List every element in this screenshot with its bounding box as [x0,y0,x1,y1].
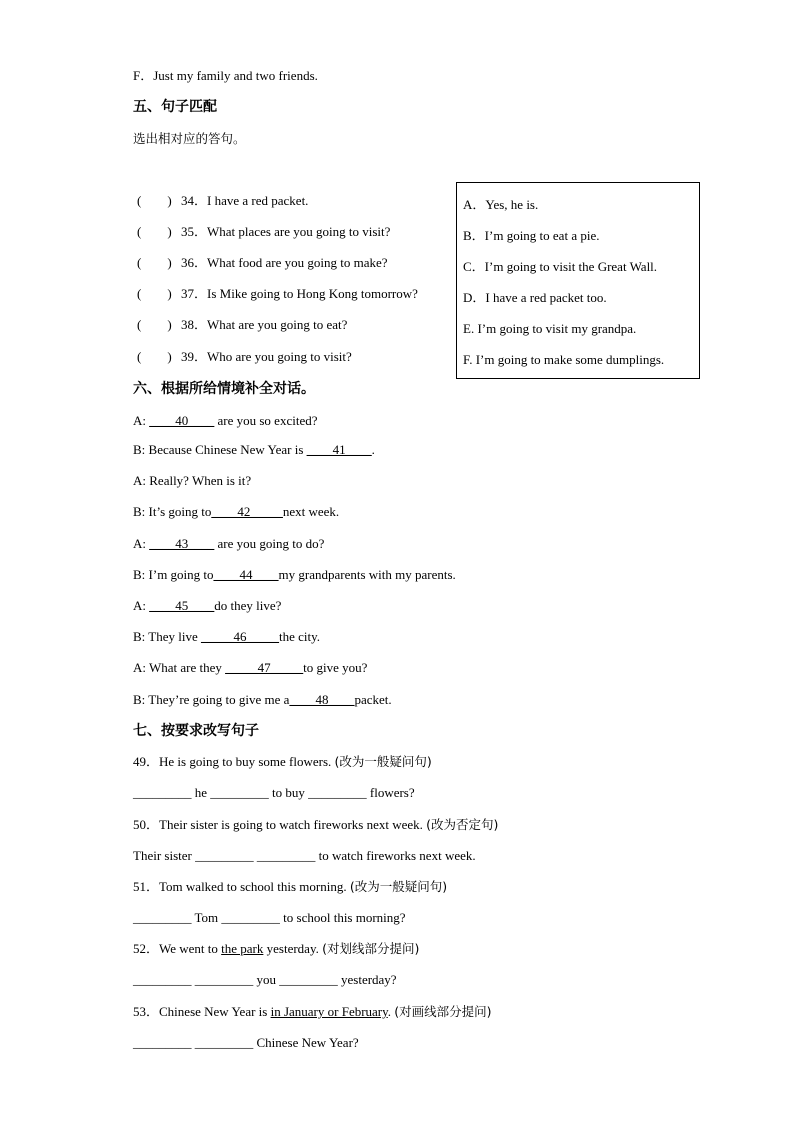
answer-line-51[interactable]: _________ Tom _________ to school this morning? [133,910,406,925]
sentence-text-end: . [387,1004,395,1019]
question-number: 34． [181,193,208,208]
dialogue-line [133,692,392,708]
question-text: What are you going to eat? [207,317,348,332]
question-number: 39． [181,349,208,364]
rewrite-question-53 [133,1004,492,1020]
underlined-part: the park [221,941,264,956]
line-text: my grandparents with my parents. [278,567,456,582]
question-text: What food are you going to make? [207,255,388,270]
question-39 [137,349,352,365]
sentence-text: We went to [159,941,222,956]
answer-paren[interactable]: ( ) [137,349,172,364]
answer-line-49[interactable]: _________ he _________ to buy _________ flowers? [133,785,415,800]
instruction-note: (改为否定句) [426,817,499,832]
sentence-text: Their sister is going to watch fireworks next week. [159,817,427,832]
instruction-note: (改为一般疑问句) [349,879,448,894]
answer-paren[interactable]: ( ) [137,224,172,239]
dialogue-line [133,473,251,489]
blank-48[interactable]: ____48____ [289,692,355,707]
section-7-title: 七、按要求改写句子 [133,723,259,739]
answer-options-box [456,182,700,379]
question-number: 50． [133,817,160,832]
speaker-text: A: [133,536,150,551]
blank-46[interactable]: _____46_____ [201,629,280,644]
question-34 [137,193,308,209]
option-b: B．I’m going to eat a pie. [463,228,600,243]
question-text: Is Mike going to Hong Kong tomorrow? [207,286,418,301]
option-f-previous-part: F．Just my family and two friends. [133,68,318,83]
blank-40[interactable]: ____40____ [149,413,215,428]
answer-paren[interactable]: ( ) [137,286,172,301]
speaker-text: A: [133,598,150,613]
speaker-text: A: What are they [133,660,226,675]
line-text: are you so excited? [214,413,318,428]
question-text: What places are you going to visit? [207,224,391,239]
question-35 [137,224,390,240]
line-text: . [371,442,375,457]
option-f: F. I’m going to make some dumplings. [463,352,665,367]
rewrite-question-49 [133,754,432,770]
sentence-text: Tom walked to school this morning. [159,879,350,894]
answer-line-53[interactable]: _________ _________ Chinese New Year? [133,1035,359,1050]
blank-42[interactable]: ____42_____ [211,504,283,519]
question-number: 51． [133,879,160,894]
question-number: 53． [133,1004,160,1019]
dialogue-line [133,536,324,552]
dialogue-line [133,629,320,645]
speaker-text: B: Because Chinese New Year is [133,442,307,457]
line-text: to give you? [303,660,368,675]
dialogue-line [133,413,317,429]
speaker-text: A: [133,413,150,428]
answer-line-50[interactable]: Their sister _________ _________ to watch fireworks next week. [133,848,476,863]
question-number: 38． [181,317,208,332]
answer-paren[interactable]: ( ) [137,193,172,208]
rewrite-question-51 [133,879,447,895]
rewrite-question-50 [133,817,498,833]
dialogue-line [133,598,281,614]
sentence-text-end: yesterday. [263,941,323,956]
sentence-text: Chinese New Year is [159,1004,271,1019]
speaker-text: B: They’re going to give me a [133,692,290,707]
speaker-text: B: It’s going to [133,504,212,519]
section-5-title: 五、句子匹配 [133,99,217,115]
answer-paren[interactable]: ( ) [137,317,172,332]
question-text: I have a red packet. [207,193,309,208]
sentence-text: He is going to buy some flowers. [159,754,335,769]
speaker-text: A: Really? When is it? [133,473,252,488]
section-6-title: 六、根据所给情境补全对话。 [133,381,315,397]
question-37 [137,286,418,302]
dialogue-line [133,442,375,458]
question-number: 52． [133,941,160,956]
instruction-note: (对划线部分提问) [322,941,420,956]
option-d: D．I have a red packet too. [463,290,607,305]
line-text: do they live? [214,598,282,613]
line-text: next week. [282,504,340,519]
question-36 [137,255,388,271]
question-number: 36． [181,255,208,270]
answer-line-52[interactable]: _________ _________ you _________ yesterday? [133,972,397,987]
instruction-note: (对画线部分提问) [394,1004,492,1019]
line-text: the city. [279,629,321,644]
option-e: E. I’m going to visit my grandpa. [463,321,637,336]
question-text: Who are you going to visit? [207,349,352,364]
line-text: packet. [354,692,392,707]
option-c: C．I’m going to visit the Great Wall. [463,259,658,274]
dialogue-line [133,504,339,520]
blank-41[interactable]: ____41____ [306,442,372,457]
question-38 [137,317,347,333]
answer-paren[interactable]: ( ) [137,255,172,270]
option-a: A．Yes, he is. [463,197,539,212]
blank-47[interactable]: _____47_____ [225,660,304,675]
line-text: are you going to do? [214,536,325,551]
dialogue-line [133,567,456,583]
instruction-note: (改为一般疑问句) [334,754,432,769]
blank-44[interactable]: ____44____ [213,567,279,582]
question-number: 49． [133,754,160,769]
blank-45[interactable]: ____45____ [149,598,215,613]
underlined-part: in January or February [270,1004,388,1019]
rewrite-question-52 [133,941,419,957]
blank-43[interactable]: ____43____ [149,536,215,551]
section-5-instruction: 选出相对应的答句。 [133,131,246,146]
speaker-text: B: I’m going to [133,567,214,582]
question-number: 37． [181,286,208,301]
speaker-text: B: They live [133,629,202,644]
dialogue-line [133,660,367,676]
question-number: 35． [181,224,208,239]
